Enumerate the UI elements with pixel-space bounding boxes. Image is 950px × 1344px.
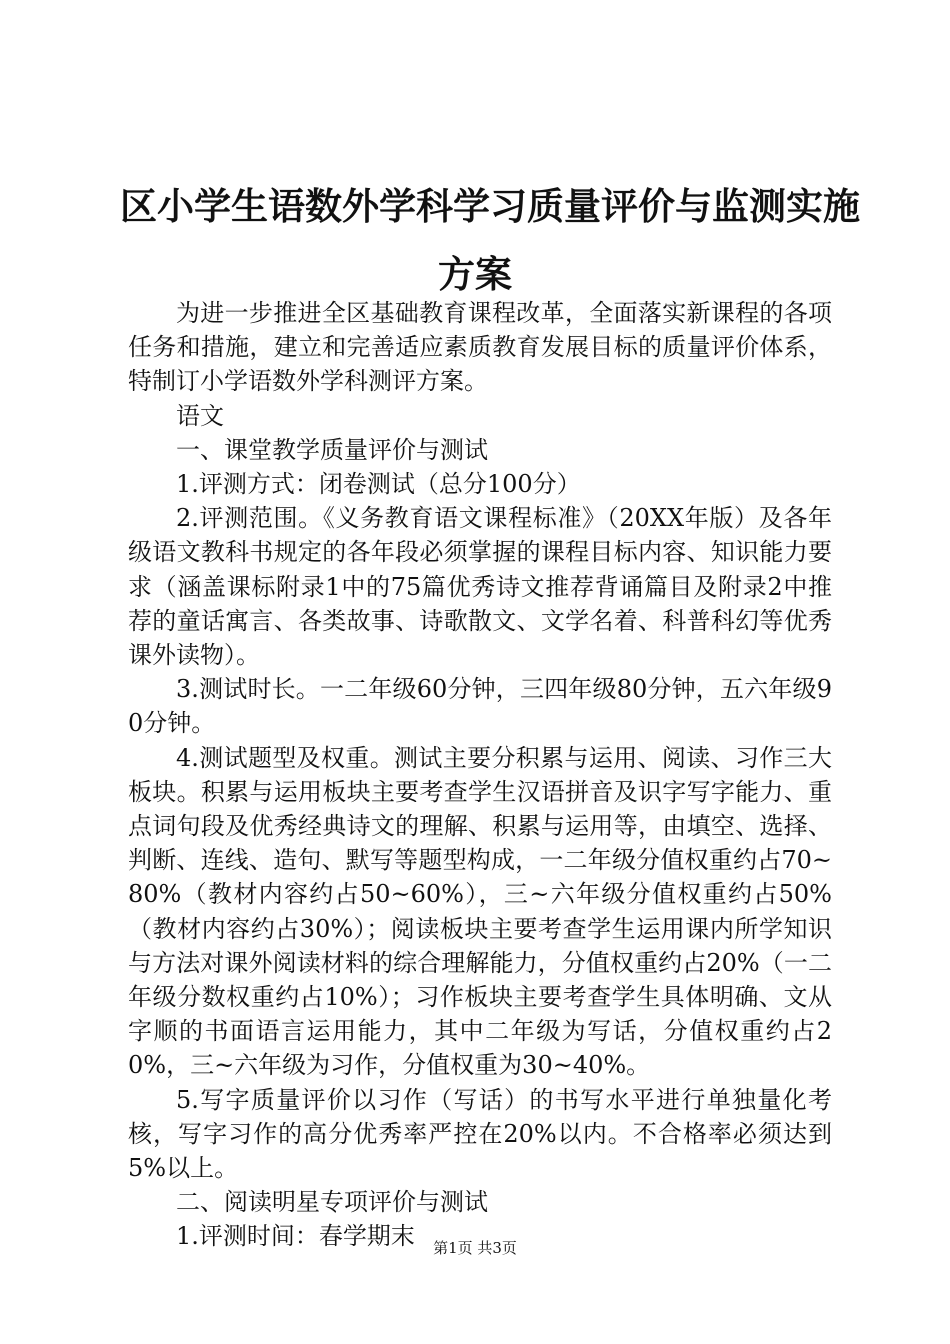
subject-heading-chinese: 语文 xyxy=(176,401,224,430)
section-heading-2: 二、阅读明星专项评价与测试 xyxy=(176,1188,488,1217)
item-paragraph: 3.测试时长。一二年级60分钟，三四年级80分钟，五六年级90分钟。 xyxy=(128,675,832,738)
document-title-line-2: 方案 xyxy=(438,253,512,296)
page-footer: 第1页 共3页 xyxy=(433,1239,517,1257)
document-body xyxy=(128,296,832,1254)
item-paragraph: 5.写字质量评价以习作（写话）的书写水平进行单独量化考核，写字习作的高分优秀率严控在20%以内。不合格率必须达到5%以上。 xyxy=(128,1085,832,1183)
item-paragraph: 2.评测范围。《义务教育语文课程标准》（20XX年版）及各年级语文教科书规定的各年段必须掌握的课程目标内容、知识能力要求（涵盖课标附录1中的75篇优秀诗文推荐背诵篇目及附录2中推荐的童话寓言、各类故事、诗歌散文、文学名着、科普科幻等优秀课外读物）。 xyxy=(128,504,832,670)
item-paragraph: 1.评测时间：春学期末 xyxy=(176,1222,415,1251)
section-heading-1: 一、课堂教学质量评价与测试 xyxy=(176,435,488,464)
item-paragraph: 1.评测方式：闭卷测试（总分100分） xyxy=(176,470,581,499)
intro-paragraph: 为进一步推进全区基础教育课程改革，全面落实新课程的各项任务和措施，建立和完善适应素质教育发展目标的质量评价体系，特制订小学语数外学科测评方案。 xyxy=(128,299,832,396)
document-title-line-1: 区小学生语数外学科学习质量评价与监测实施 xyxy=(120,185,860,228)
item-paragraph: 4.测试题型及权重。测试主要分积累与运用、阅读、习作三大板块。积累与运用板块主要考查学生汉语拼音及识字写字能力、重点词句段及优秀经典诗文的理解、积累与运用等，由填空、选择、判断、连线、造句、默写等题型构成，一二年级分值权重约占70~80%（教材内容约占50~60%），三~六年级分值权重约占50%（教材内容约占30%）；阅读板块主要考查学生运用课内所学知识与方法对课外阅读材料的综合理解能力，分值权重约占20%（一二年级分数权重约占10%）；习作板块主要考查学生具体明确、文从字顺的书面语言运用能力，其中二年级为写话，分值权重约占20%，三~六年级为习作，分值权重为30~40%。 xyxy=(128,743,832,1080)
